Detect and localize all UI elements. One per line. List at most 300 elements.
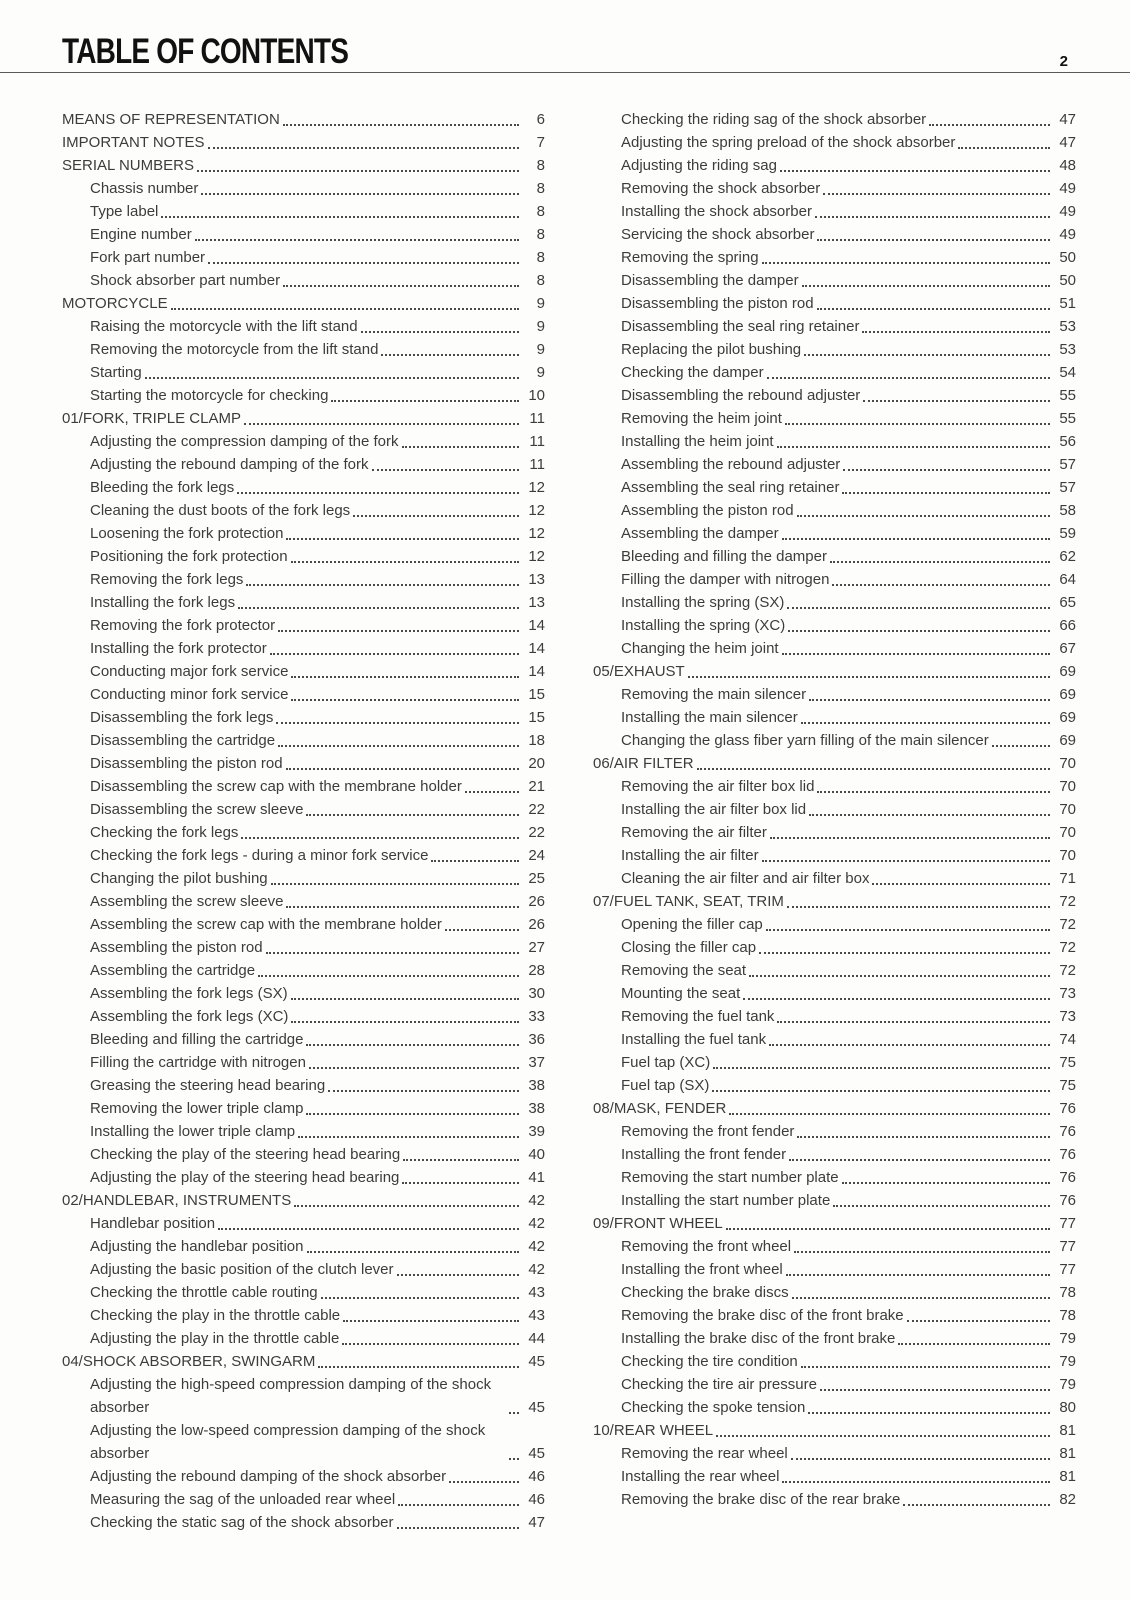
dot-leader bbox=[318, 1366, 519, 1368]
toc-entry bbox=[62, 1281, 545, 1304]
toc-entry-label: Assembling the fork legs (SX) bbox=[90, 985, 288, 1002]
toc-entry-page-number: 47 bbox=[1059, 111, 1076, 128]
toc-entry bbox=[593, 729, 1076, 752]
toc-entry bbox=[593, 177, 1076, 200]
toc-entry bbox=[62, 890, 545, 913]
dot-leader bbox=[238, 607, 519, 609]
toc-entry-page-number: 25 bbox=[528, 870, 545, 887]
toc-entry-page-number: 12 bbox=[528, 479, 545, 496]
toc-entry bbox=[593, 1304, 1076, 1327]
toc-entry-label: Installing the lower triple clamp bbox=[90, 1123, 296, 1140]
toc-entry bbox=[62, 568, 545, 591]
dot-leader bbox=[797, 1136, 1050, 1138]
dot-leader bbox=[872, 883, 1050, 885]
dot-leader bbox=[509, 1412, 519, 1414]
toc-entry bbox=[593, 154, 1076, 177]
toc-entry-label: Disassembling the rebound adjuster bbox=[621, 387, 861, 404]
toc-entry bbox=[593, 614, 1076, 637]
dot-leader bbox=[237, 492, 519, 494]
toc-entry bbox=[593, 453, 1076, 476]
toc-entry bbox=[62, 545, 545, 568]
toc-entry bbox=[62, 1304, 545, 1327]
toc-entry bbox=[593, 1051, 1076, 1074]
toc-entry-page-number: 55 bbox=[1059, 387, 1076, 404]
dot-leader bbox=[246, 584, 519, 586]
toc-entry bbox=[593, 246, 1076, 269]
toc-entry-label: Removing the lower triple clamp bbox=[90, 1100, 304, 1117]
toc-entry-label: Filling the damper with nitrogen bbox=[621, 571, 830, 588]
toc-entry bbox=[62, 936, 545, 959]
toc-entry-page-number: 81 bbox=[1059, 1445, 1076, 1462]
toc-entry bbox=[62, 982, 545, 1005]
toc-entry-page-number: 41 bbox=[528, 1169, 545, 1186]
toc-entry-label: Fuel tap (XC) bbox=[621, 1054, 711, 1071]
toc-entry-label: Installing the fuel tank bbox=[621, 1031, 767, 1048]
toc-entry-label: Changing the glass fiber yarn filling of the main silencer bbox=[621, 732, 989, 749]
dot-leader bbox=[787, 906, 1050, 908]
toc-entry bbox=[62, 821, 545, 844]
dot-leader bbox=[195, 239, 519, 241]
toc-entry bbox=[593, 913, 1076, 936]
dot-leader bbox=[786, 1274, 1050, 1276]
toc-entry-label: Assembling the screw sleeve bbox=[90, 893, 284, 910]
toc-entry-page-number: 54 bbox=[1059, 364, 1076, 381]
toc-entry-page-number: 69 bbox=[1059, 686, 1076, 703]
toc-entry-page-number: 39 bbox=[528, 1123, 545, 1140]
toc-entry-label: Mounting the seat bbox=[621, 985, 741, 1002]
dot-leader bbox=[307, 1251, 520, 1253]
dot-leader bbox=[161, 216, 519, 218]
dot-leader bbox=[792, 1297, 1050, 1299]
toc-entry-page-number: 71 bbox=[1059, 870, 1076, 887]
toc-entry bbox=[593, 1074, 1076, 1097]
toc-entry-label: Measuring the sag of the unloaded rear wheel bbox=[90, 1491, 396, 1508]
dot-leader bbox=[445, 929, 519, 931]
toc-entry-page-number: 14 bbox=[528, 640, 545, 657]
toc-entry-page-number: 76 bbox=[1059, 1169, 1076, 1186]
dot-leader bbox=[817, 791, 1050, 793]
toc-entry bbox=[62, 177, 545, 200]
dot-leader bbox=[770, 837, 1050, 839]
toc-entry-page-number: 62 bbox=[1059, 548, 1076, 565]
toc-entry bbox=[62, 131, 545, 154]
toc-entry-label: Installing the front fender bbox=[621, 1146, 787, 1163]
toc-entry-page-number: 77 bbox=[1059, 1238, 1076, 1255]
dot-leader bbox=[381, 354, 519, 356]
toc-entry-label: Assembling the damper bbox=[621, 525, 779, 542]
toc-entry-page-number: 49 bbox=[1059, 226, 1076, 243]
toc-entry bbox=[593, 361, 1076, 384]
dot-leader bbox=[321, 1297, 519, 1299]
toc-entry-label: Engine number bbox=[90, 226, 192, 243]
dot-leader bbox=[291, 998, 519, 1000]
toc-entry-page-number: 9 bbox=[536, 318, 545, 335]
dot-leader bbox=[743, 998, 1050, 1000]
toc-entry-label: 10/REAR WHEEL bbox=[593, 1422, 714, 1439]
toc-entry bbox=[62, 1488, 545, 1511]
toc-entry bbox=[593, 890, 1076, 913]
toc-entry-page-number: 66 bbox=[1059, 617, 1076, 634]
toc-entry bbox=[62, 1051, 545, 1074]
toc-entry-page-number: 26 bbox=[528, 893, 545, 910]
dot-leader bbox=[929, 124, 1050, 126]
toc-entry bbox=[62, 108, 545, 131]
dot-leader bbox=[509, 1458, 519, 1460]
toc-entry-page-number: 45 bbox=[528, 1353, 545, 1370]
dot-leader bbox=[278, 630, 519, 632]
dot-leader bbox=[353, 515, 519, 517]
dot-leader bbox=[797, 515, 1050, 517]
dot-leader bbox=[817, 239, 1050, 241]
toc-entry-page-number: 9 bbox=[536, 364, 545, 381]
dot-leader bbox=[402, 446, 519, 448]
toc-entry-label: Cleaning the air filter and air filter box bbox=[621, 870, 870, 887]
dot-leader bbox=[145, 377, 519, 379]
toc-entry bbox=[593, 775, 1076, 798]
toc-entry-page-number: 40 bbox=[528, 1146, 545, 1163]
dot-leader bbox=[286, 768, 519, 770]
dot-leader bbox=[898, 1343, 1050, 1345]
toc-entry-page-number: 73 bbox=[1059, 1008, 1076, 1025]
toc-entry-label: Adjusting the rebound damping of the shock absorber bbox=[90, 1468, 447, 1485]
toc-entry-page-number: 21 bbox=[528, 778, 545, 795]
toc-entry bbox=[62, 1005, 545, 1028]
dot-leader bbox=[402, 1182, 519, 1184]
toc-entry-label: Installing the fork protector bbox=[90, 640, 267, 657]
toc-entry bbox=[62, 844, 545, 867]
toc-entry-page-number: 65 bbox=[1059, 594, 1076, 611]
dot-leader bbox=[809, 814, 1050, 816]
toc-entry-label: IMPORTANT NOTES bbox=[62, 134, 205, 151]
toc-entry-label: Closing the filler cap bbox=[621, 939, 757, 956]
toc-entry-page-number: 77 bbox=[1059, 1215, 1076, 1232]
toc-entry-label: Fuel tap (SX) bbox=[621, 1077, 710, 1094]
toc-entry-page-number: 69 bbox=[1059, 663, 1076, 680]
dot-leader bbox=[431, 860, 519, 862]
toc-entry-page-number: 49 bbox=[1059, 180, 1076, 197]
toc-entry-page-number: 78 bbox=[1059, 1284, 1076, 1301]
dot-leader bbox=[291, 561, 519, 563]
toc-entry-page-number: 11 bbox=[529, 433, 545, 450]
toc-entry bbox=[593, 108, 1076, 131]
toc-entry-page-number: 9 bbox=[536, 341, 545, 358]
toc-entry bbox=[62, 269, 545, 292]
toc-entry-page-number: 30 bbox=[528, 985, 545, 1002]
toc-entry bbox=[593, 292, 1076, 315]
toc-entry-label: Assembling the rebound adjuster bbox=[621, 456, 841, 473]
toc-entry-label: Starting the motorcycle for checking bbox=[90, 387, 329, 404]
toc-entry bbox=[62, 522, 545, 545]
toc-entry-page-number: 14 bbox=[528, 663, 545, 680]
dot-leader bbox=[780, 170, 1050, 172]
dot-leader bbox=[465, 791, 519, 793]
toc-entry-page-number: 75 bbox=[1059, 1077, 1076, 1094]
toc-entry bbox=[593, 1350, 1076, 1373]
toc-entry-label: 08/MASK, FENDER bbox=[593, 1100, 727, 1117]
toc-entry-label: Adjusting the riding sag bbox=[621, 157, 777, 174]
dot-leader bbox=[804, 354, 1050, 356]
toc-entry-page-number: 49 bbox=[1059, 203, 1076, 220]
dot-leader bbox=[777, 1021, 1050, 1023]
toc-entry-label: Disassembling the screw sleeve bbox=[90, 801, 304, 818]
toc-entry-label: Disassembling the seal ring retainer bbox=[621, 318, 860, 335]
dot-leader bbox=[258, 975, 519, 977]
dot-leader bbox=[782, 653, 1050, 655]
toc-entry-label: Changing the heim joint bbox=[621, 640, 779, 657]
toc-entry-page-number: 27 bbox=[528, 939, 545, 956]
toc-entry bbox=[593, 499, 1076, 522]
dot-leader bbox=[208, 262, 519, 264]
toc-entry-label: Removing the spring bbox=[621, 249, 759, 266]
toc-entry bbox=[593, 545, 1076, 568]
toc-entry-page-number: 56 bbox=[1059, 433, 1076, 450]
toc-entry bbox=[62, 683, 545, 706]
dot-leader bbox=[343, 1320, 519, 1322]
toc-entry-label: Removing the heim joint bbox=[621, 410, 782, 427]
dot-leader bbox=[759, 952, 1050, 954]
toc-entry-label: Adjusting the play in the throttle cable bbox=[90, 1330, 340, 1347]
toc-entry bbox=[593, 1373, 1076, 1396]
toc-entry-label: Adjusting the handlebar position bbox=[90, 1238, 304, 1255]
dot-leader bbox=[749, 975, 1050, 977]
toc-entry-label: Installing the spring (SX) bbox=[621, 594, 785, 611]
toc-entry bbox=[62, 729, 545, 752]
toc-entry-page-number: 36 bbox=[528, 1031, 545, 1048]
toc-entry-page-number: 72 bbox=[1059, 939, 1076, 956]
toc-entry-page-number: 13 bbox=[528, 571, 545, 588]
dot-leader bbox=[832, 584, 1050, 586]
toc-entry-page-number: 75 bbox=[1059, 1054, 1076, 1071]
dot-leader bbox=[830, 561, 1050, 563]
toc-entry-page-number: 24 bbox=[528, 847, 545, 864]
toc-entry bbox=[593, 407, 1076, 430]
toc-entry-page-number: 7 bbox=[536, 134, 545, 151]
toc-entry bbox=[62, 867, 545, 890]
toc-entry bbox=[62, 660, 545, 683]
toc-entry-page-number: 73 bbox=[1059, 985, 1076, 1002]
dot-leader bbox=[271, 883, 519, 885]
toc-entry bbox=[62, 1511, 545, 1534]
toc-entry-page-number: 8 bbox=[536, 226, 545, 243]
toc-entry bbox=[62, 752, 545, 775]
dot-leader bbox=[331, 400, 519, 402]
toc-entry bbox=[593, 982, 1076, 1005]
toc-entry bbox=[593, 683, 1076, 706]
dot-leader bbox=[372, 469, 519, 471]
toc-entry-page-number: 37 bbox=[528, 1054, 545, 1071]
dot-leader bbox=[802, 285, 1050, 287]
toc-entry bbox=[593, 1097, 1076, 1120]
toc-entry-label: Removing the main silencer bbox=[621, 686, 807, 703]
dot-leader bbox=[278, 745, 519, 747]
toc-entry-page-number: 50 bbox=[1059, 272, 1076, 289]
toc-entry-label: Installing the air filter bbox=[621, 847, 759, 864]
toc-entry-page-number: 70 bbox=[1059, 847, 1076, 864]
toc-entry-label: Handlebar position bbox=[90, 1215, 216, 1232]
dot-leader bbox=[697, 768, 1050, 770]
toc-entry bbox=[62, 1465, 545, 1488]
toc-entry bbox=[593, 269, 1076, 292]
toc-entry-page-number: 42 bbox=[528, 1261, 545, 1278]
toc-entry-label: Assembling the cartridge bbox=[90, 962, 256, 979]
toc-entry bbox=[593, 1419, 1076, 1442]
toc-entry bbox=[62, 1258, 545, 1281]
toc-entry-page-number: 51 bbox=[1059, 295, 1076, 312]
toc-entry bbox=[593, 200, 1076, 223]
toc-entry bbox=[593, 1442, 1076, 1465]
toc-entry bbox=[62, 1097, 545, 1120]
toc-entry-page-number: 70 bbox=[1059, 801, 1076, 818]
toc-entry-page-number: 20 bbox=[528, 755, 545, 772]
toc-entry-label: Disassembling the piston rod bbox=[621, 295, 814, 312]
dot-leader bbox=[801, 1366, 1050, 1368]
toc-entry-label: Assembling the piston rod bbox=[621, 502, 794, 519]
toc-columns bbox=[62, 108, 1075, 1534]
toc-entry bbox=[62, 1074, 545, 1097]
toc-entry-page-number: 82 bbox=[1059, 1491, 1076, 1508]
toc-entry-label: Disassembling the piston rod bbox=[90, 755, 283, 772]
toc-entry-page-number: 76 bbox=[1059, 1146, 1076, 1163]
toc-entry bbox=[62, 1143, 545, 1166]
toc-entry-label: Opening the filler cap bbox=[621, 916, 763, 933]
toc-entry-page-number: 42 bbox=[528, 1238, 545, 1255]
toc-entry-page-number: 77 bbox=[1059, 1261, 1076, 1278]
toc-entry-label: Removing the start number plate bbox=[621, 1169, 839, 1186]
toc-entry bbox=[62, 154, 545, 177]
dot-leader bbox=[286, 538, 519, 540]
toc-entry-label: MEANS OF REPRESENTATION bbox=[62, 111, 280, 128]
toc-entry bbox=[593, 131, 1076, 154]
dot-leader bbox=[789, 1159, 1050, 1161]
toc-entry-page-number: 76 bbox=[1059, 1100, 1076, 1117]
dot-leader bbox=[791, 1458, 1050, 1460]
toc-entry-label: Assembling the screw cap with the membrane holder bbox=[90, 916, 442, 933]
toc-entry-label: Installing the fork legs bbox=[90, 594, 236, 611]
toc-entry-label: Disassembling the cartridge bbox=[90, 732, 276, 749]
dot-leader bbox=[903, 1504, 1050, 1506]
dot-leader bbox=[294, 1205, 519, 1207]
toc-entry-page-number: 6 bbox=[536, 111, 545, 128]
toc-entry bbox=[62, 1212, 545, 1235]
dot-leader bbox=[809, 699, 1050, 701]
toc-entry-label: Shock absorber part number bbox=[90, 272, 281, 289]
toc-entry bbox=[62, 775, 545, 798]
dot-leader bbox=[782, 1481, 1050, 1483]
toc-entry-page-number: 8 bbox=[536, 249, 545, 266]
toc-entry-page-number: 78 bbox=[1059, 1307, 1076, 1324]
toc-entry bbox=[62, 637, 545, 660]
toc-entry-label: Adjusting the high-speed compression damping of the shock absorber bbox=[90, 1376, 492, 1416]
toc-entry-label: Installing the rear wheel bbox=[621, 1468, 780, 1485]
toc-entry-label: Greasing the steering head bearing bbox=[90, 1077, 326, 1094]
dot-leader bbox=[218, 1228, 519, 1230]
toc-entry-page-number: 72 bbox=[1059, 893, 1076, 910]
toc-entry-page-number: 11 bbox=[529, 456, 545, 473]
toc-entry bbox=[62, 292, 545, 315]
toc-entry bbox=[593, 1120, 1076, 1143]
toc-entry-page-number: 38 bbox=[528, 1100, 545, 1117]
toc-entry-label: Removing the motorcycle from the lift stand bbox=[90, 341, 379, 358]
toc-entry bbox=[62, 200, 545, 223]
toc-entry-label: Checking the spoke tension bbox=[621, 1399, 806, 1416]
toc-entry bbox=[593, 223, 1076, 246]
page-number: 2 bbox=[1059, 53, 1068, 70]
toc-entry-page-number: 42 bbox=[528, 1192, 545, 1209]
toc-entry bbox=[593, 315, 1076, 338]
toc-entry bbox=[593, 568, 1076, 591]
dot-leader bbox=[270, 653, 519, 655]
dot-leader bbox=[713, 1067, 1050, 1069]
toc-entry-page-number: 57 bbox=[1059, 456, 1076, 473]
toc-entry-label: Removing the fork protector bbox=[90, 617, 276, 634]
toc-entry bbox=[62, 798, 545, 821]
dot-leader bbox=[291, 699, 519, 701]
toc-entry-label: Changing the pilot bushing bbox=[90, 870, 268, 887]
dot-leader bbox=[306, 1113, 519, 1115]
toc-entry-label: Assembling the seal ring retainer bbox=[621, 479, 840, 496]
toc-entry-page-number: 8 bbox=[536, 272, 545, 289]
dot-leader bbox=[958, 147, 1050, 149]
toc-entry-label: Bleeding and filling the cartridge bbox=[90, 1031, 304, 1048]
dot-leader bbox=[862, 331, 1050, 333]
toc-column-right bbox=[593, 108, 1076, 1534]
toc-entry-page-number: 64 bbox=[1059, 571, 1076, 588]
toc-entry-label: Checking the tire air pressure bbox=[621, 1376, 817, 1393]
dot-leader bbox=[716, 1435, 1050, 1437]
toc-entry-page-number: 53 bbox=[1059, 318, 1076, 335]
dot-leader bbox=[309, 1067, 519, 1069]
dot-leader bbox=[397, 1274, 519, 1276]
toc-entry bbox=[62, 1350, 545, 1373]
toc-entry-label: Removing the front wheel bbox=[621, 1238, 792, 1255]
toc-entry bbox=[62, 1327, 545, 1350]
dot-leader bbox=[328, 1090, 519, 1092]
toc-entry-page-number: 81 bbox=[1059, 1468, 1076, 1485]
toc-entry bbox=[593, 1189, 1076, 1212]
toc-entry bbox=[593, 936, 1076, 959]
dot-leader bbox=[241, 837, 519, 839]
dot-leader bbox=[766, 929, 1050, 931]
toc-entry bbox=[593, 798, 1076, 821]
dot-leader bbox=[801, 722, 1050, 724]
toc-entry-page-number: 47 bbox=[528, 1514, 545, 1531]
toc-entry-page-number: 70 bbox=[1059, 824, 1076, 841]
toc-entry-label: Removing the air filter bbox=[621, 824, 767, 841]
header-divider bbox=[0, 72, 1130, 73]
toc-entry-label: Removing the brake disc of the front brake bbox=[621, 1307, 904, 1324]
dot-leader bbox=[833, 1205, 1050, 1207]
dot-leader bbox=[992, 745, 1050, 747]
toc-entry-label: MOTORCYCLE bbox=[62, 295, 168, 312]
dot-leader bbox=[769, 1044, 1050, 1046]
toc-entry bbox=[593, 867, 1076, 890]
dot-leader bbox=[283, 285, 519, 287]
toc-entry-label: Raising the motorcycle with the lift stand bbox=[90, 318, 358, 335]
toc-entry-page-number: 81 bbox=[1059, 1422, 1076, 1439]
dot-leader bbox=[449, 1481, 519, 1483]
dot-leader bbox=[782, 538, 1050, 540]
toc-entry bbox=[62, 1419, 545, 1465]
toc-entry-label: SERIAL NUMBERS bbox=[62, 157, 194, 174]
dot-leader bbox=[403, 1159, 519, 1161]
toc-entry bbox=[593, 660, 1076, 683]
toc-entry bbox=[62, 499, 545, 522]
dot-leader bbox=[842, 1182, 1050, 1184]
toc-entry bbox=[62, 223, 545, 246]
toc-entry bbox=[593, 476, 1076, 499]
dot-leader bbox=[208, 147, 519, 149]
toc-entry-label: Removing the shock absorber bbox=[621, 180, 821, 197]
